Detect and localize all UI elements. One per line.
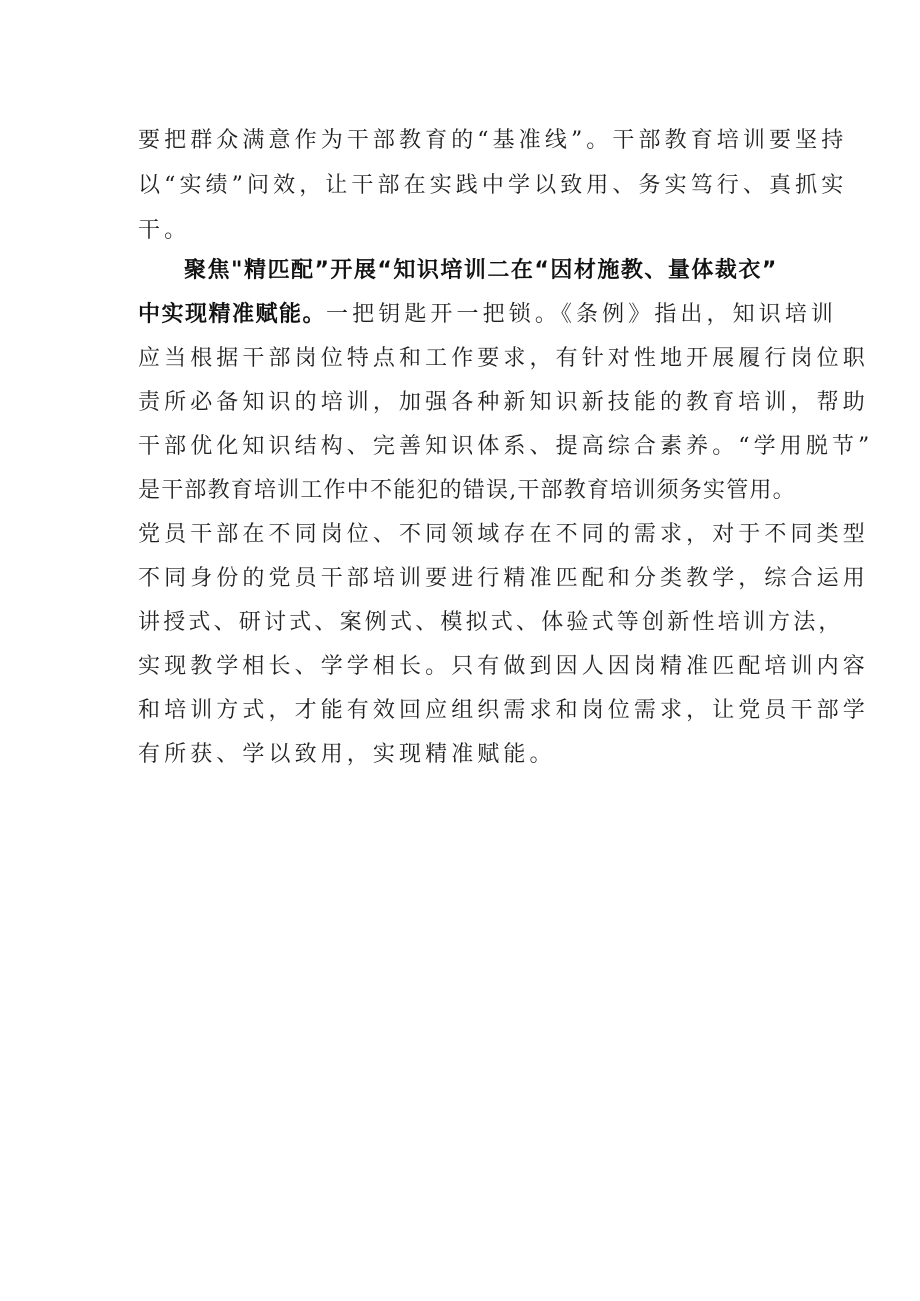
- paragraph-2-line-8: 不同身份的党员干部培训要进行精准匹配和分类教学，综合运用: [138, 566, 869, 591]
- paragraph-2-line-7: 党员干部在不同岗位、不同领域存在不同的需求，对于不同类型: [138, 522, 869, 547]
- paragraph-2-line-10: 实现教学相长、学学相长。只有做到因人因岗精准匹配培训内容: [138, 654, 869, 679]
- paragraph-2-line-6: 是干部教育培训工作中不能犯的错误,干部教育培训须务实管用。: [138, 478, 796, 503]
- section-heading-part-2: 中实现精准赋能。: [138, 302, 327, 327]
- paragraph-2-line-4: 责所必备知识的培训，加强各种新知识新技能的教育培训，帮助: [138, 390, 869, 415]
- paragraph-2-line-5: 干部优化知识结构、完善知识体系、提高综合素养。“学用脱节”: [138, 434, 874, 459]
- paragraph-2-line-3: 应当根据干部岗位特点和工作要求，有针对性地开展履行岗位职: [138, 346, 869, 371]
- paragraph-2-line-9: 讲授式、研讨式、案例式、模拟式、体验式等创新性培训方法，: [138, 610, 844, 635]
- paragraph-1-line-3: 干。: [138, 218, 191, 243]
- section-heading-part-1: 聚焦"精匹配”开展“知识培训二在“因材施教、量体裁衣”: [184, 258, 778, 283]
- paragraph-2-line-2: [138, 295, 837, 335]
- paragraph-1-line-2: 以“实绩”问效，让干部在实践中学以致用、务实笃行、真抓实: [138, 173, 848, 198]
- paragraph-2-line-1: [184, 251, 778, 291]
- paragraph-2-line-2-text: 一把钥匙开一把锁。《条例》指出，知识培训: [326, 302, 838, 327]
- paragraph-2-line-11: 和培训方式，才能有效回应组织需求和岗位需求，让党员干部学: [138, 698, 869, 723]
- paragraph-2-line-12: 有所获、学以致用，实现精准赋能。: [138, 742, 556, 767]
- paragraph-1-line-1: 要把群众满意作为干部教育的“基准线”。干部教育培训要坚持: [138, 128, 848, 153]
